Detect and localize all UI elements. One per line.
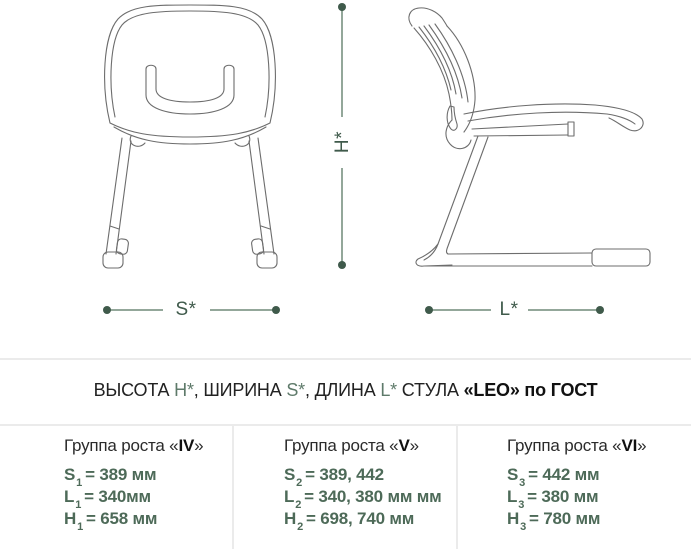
growth-group-column-vi — [507, 436, 647, 534]
title-h-symbol: H* — [174, 380, 194, 400]
dimension-row-h1: $H_1 = 658$ мм — [64, 509, 158, 534]
column-separator-1 — [232, 426, 234, 549]
dimension-row-l3: $L_3 = 380$ мм — [507, 487, 599, 512]
title-text: , ШИРИНА — [193, 380, 287, 400]
dimension-line-h-upper — [341, 5, 343, 117]
dimension-line-h-lower — [341, 168, 343, 267]
dimension-line-l-right — [528, 309, 600, 311]
dimension-endpoint-dot — [338, 261, 346, 269]
dimension-row-l2: $L_2 = 340$, 380 мм мм — [284, 487, 442, 512]
dimension-endpoint-dot — [103, 306, 111, 314]
title-text: СТУЛА — [396, 380, 464, 400]
dimension-endpoint-dot — [596, 306, 604, 314]
height-dimension-label: H* — [332, 130, 353, 154]
chair-front-view-drawing — [88, 2, 292, 274]
title-l-symbol: L* — [380, 380, 397, 400]
divider-top — [0, 358, 691, 360]
dimension-line-s-left — [107, 309, 163, 311]
dimension-row-s3: $S_3 = 442$ мм — [507, 465, 600, 490]
chair-side-view-drawing — [402, 2, 657, 274]
group-number: IV — [178, 436, 195, 455]
length-dimension-label: L* — [499, 299, 519, 320]
dimension-row-s2: $S_2 = 389$, 442 — [284, 465, 384, 490]
group-header: Группа роста «V» — [284, 436, 419, 455]
dimension-row-l1: $L_1 = 340мм$ — [64, 487, 151, 512]
group-header: Группа роста «IV» — [64, 436, 204, 455]
group-number: VI — [621, 436, 638, 455]
group-number: V — [398, 436, 410, 455]
title-model-gost: «LEO» по ГОСТ — [463, 380, 598, 400]
group-header: Группа роста «VI» — [507, 436, 647, 455]
growth-group-column-v — [284, 436, 442, 534]
dimension-endpoint-dot — [338, 3, 346, 11]
title-text: , ДЛИНА — [304, 380, 381, 400]
dimension-row-h3: $H_3 = 780$ мм — [507, 509, 601, 534]
title-text: ВЫСОТА — [93, 380, 175, 400]
page-title — [0, 380, 691, 401]
title-s-symbol: S* — [286, 380, 305, 400]
growth-group-column-iv — [64, 436, 204, 534]
dimension-row-h2: $H_2 = 698$, 740 мм — [284, 509, 415, 534]
dimension-line-s-right — [210, 309, 276, 311]
dimension-endpoint-dot — [272, 306, 280, 314]
dimension-line-l-left — [429, 309, 491, 311]
width-dimension-label: S* — [175, 299, 197, 320]
dimension-row-s1: $S_1 = 389$ мм — [64, 465, 157, 490]
column-separator-2 — [456, 426, 458, 549]
dimension-endpoint-dot — [425, 306, 433, 314]
divider-bottom — [0, 424, 691, 426]
